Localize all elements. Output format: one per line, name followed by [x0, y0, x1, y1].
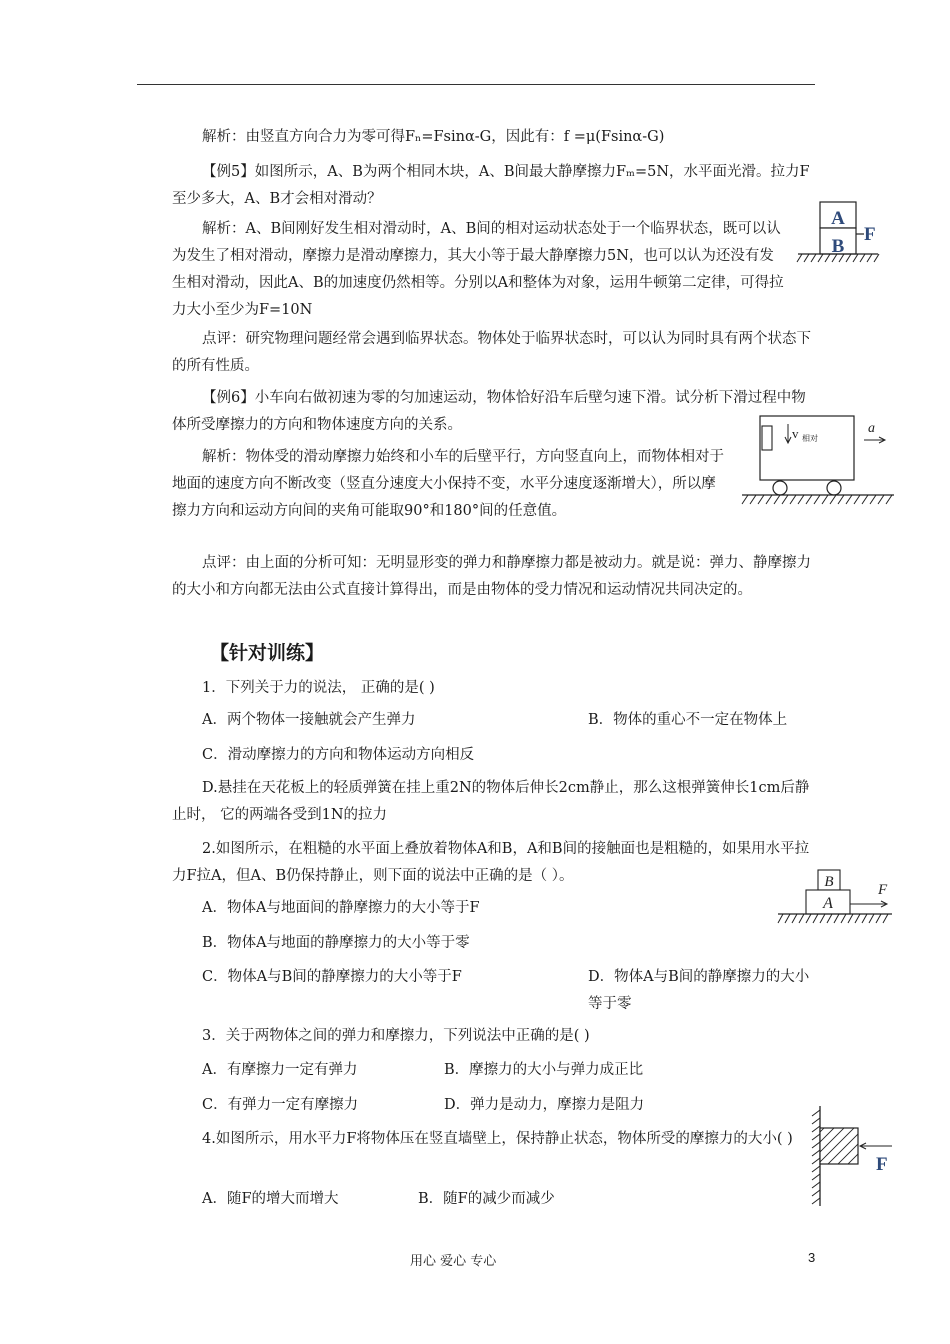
question-2-option-a: A．物体A与地面间的静摩擦力的大小等于F	[202, 900, 480, 916]
question-1-stem: 1．下列关于力的说法， 正确的是( )	[202, 680, 435, 696]
question-3-option-d: D．弹力是动力，摩擦力是阻力	[444, 1097, 645, 1113]
analysis-paragraph: 解析：由竖直方向合力为零可得Fₙ=Fsinα-G，因此有：f =μ(Fsinα-G)	[202, 129, 665, 145]
training-heading: 【针对训练】	[210, 642, 325, 664]
example-5-comment: 点评：研究物理问题经常会遇到临界状态。物体处于临界状态时，可以认为同时具有两个状态下的所有性质。	[172, 331, 811, 374]
force-label: F	[864, 224, 876, 245]
block-a-label: A	[823, 895, 833, 912]
question-4-option-a: A．随F的增大而增大	[202, 1191, 339, 1207]
example-6-tag: 【例6】	[202, 390, 255, 406]
block-b-label: B	[824, 874, 834, 890]
question-1-option-a: A．两个物体一接触就会产生弹力	[202, 712, 416, 728]
footer-motto: 用心 爱心 专心	[410, 1254, 497, 1269]
wall-hatch	[812, 1110, 820, 1204]
example-6-analysis: 解析：物体受的滑动摩擦力始终和小车的后壁平行，方向竖直向上，而物体相对于地面的速度方向不断改变（竖直分速度大小保持不变，水平分速度逐渐增大），所以摩擦力方向和运动方向间的夹角可能取90°和180°间的任意值。	[172, 449, 724, 519]
question-3-option-c: C．有弹力一定有摩擦力	[202, 1097, 359, 1113]
figure-blocks-on-rough-floor	[774, 868, 896, 930]
question-4-stem: 4.如图所示，用水平力F将物体压在竖直墙壁上，保持静止状态，物体所受的摩擦力的大小( )	[202, 1131, 793, 1147]
example-6-question-text: 小车向右做初速为零的匀加速运动，物体恰好沿车后壁匀速下滑。试分析下滑过程中物体所受摩擦力的方向和物体速度方向的关系。	[172, 390, 806, 433]
example-5-question	[172, 159, 814, 213]
question-1-option-d: D.悬挂在天花板上的轻质弹簧在挂上重2N的物体后伸长2cm静止，那么这根弹簧伸长1cm后静止时， 它的两端各受到1N的拉力	[172, 780, 810, 823]
force-label: F	[878, 882, 888, 898]
force-label: F	[876, 1154, 888, 1175]
figure-accelerating-cart	[738, 412, 898, 512]
cart-wheel-left	[773, 481, 787, 495]
question-2-option-b: B．物体A与地面的静摩擦力的大小等于零	[202, 935, 470, 951]
example-6-comment: 点评：由上面的分析可知：无明显形变的弹力和静摩擦力都是被动力。就是说：弹力、静摩擦力的大小和方向都无法由公式直接计算得出，而是由物体的受力情况和运动情况共同决定的。	[172, 555, 811, 598]
block-a-label: A	[831, 208, 845, 229]
cart-body	[760, 416, 854, 480]
question-2-option-c: C．物体A与B间的静摩擦力的大小等于F	[202, 969, 462, 985]
question-1-option-c: C．滑动摩擦力的方向和物体运动方向相反	[202, 747, 475, 763]
question-2-option-d: D．物体A与B间的静摩擦力的大小等于零	[588, 969, 810, 1012]
example-5-analysis: 解析：A、B间刚好发生相对滑动时，A、B间的相对运动状态处于一个临界状态，既可以认为发生了相对滑动，摩擦力是滑动摩擦力，其大小等于最大静摩擦力5N，也可以认为还没有发生相对滑动，因此A、B的加速度仍然相等。分别以A和整体为对象，运用牛顿第二定律，可得拉力大小至少为F=10N	[172, 221, 784, 318]
example-6-question	[172, 385, 814, 439]
velocity-label: v	[792, 426, 799, 441]
question-3-option-b: B．摩擦力的大小与弹力成正比	[444, 1062, 644, 1078]
example-5-question-text: 如图所示，A、B为两个相同木块，A、B间最大静摩擦力Fₘ=5N，水平面光滑。拉力F至少多大，A、B才会相对滑动？	[172, 164, 810, 207]
figure-stacked-blocks-ab	[796, 196, 896, 266]
question-3-option-a: A．有摩擦力一定有弹力	[202, 1062, 358, 1078]
cart-wheel-right	[827, 481, 841, 495]
sliding-object	[762, 426, 772, 450]
example-5-tag: 【例5】	[202, 164, 255, 180]
question-4-option-b: B．随F的减少而减少	[418, 1191, 555, 1207]
figure-block-pressed-on-wall	[800, 1104, 896, 1208]
relative-label: 相对	[802, 434, 818, 443]
question-3-stem: 3．关于两物体之间的弹力和摩擦力，下列说法中正确的是( )	[202, 1028, 590, 1044]
question-1-option-b: B．物体的重心不一定在物体上	[588, 712, 788, 728]
ground-hatch	[778, 914, 888, 923]
header-rule	[137, 84, 815, 85]
acceleration-label: a	[868, 421, 875, 436]
question-2-stem: 2.如图所示，在粗糙的水平面上叠放着物体A和B，A和B间的接触面也是粗糙的，如果用水平拉力F拉A，但A、B仍保持静止，则下面的说法中正确的是（ ）。	[172, 841, 810, 884]
page-number: 3	[808, 1250, 816, 1265]
ground-hatch	[742, 495, 892, 504]
block-b-label: B	[831, 236, 845, 257]
